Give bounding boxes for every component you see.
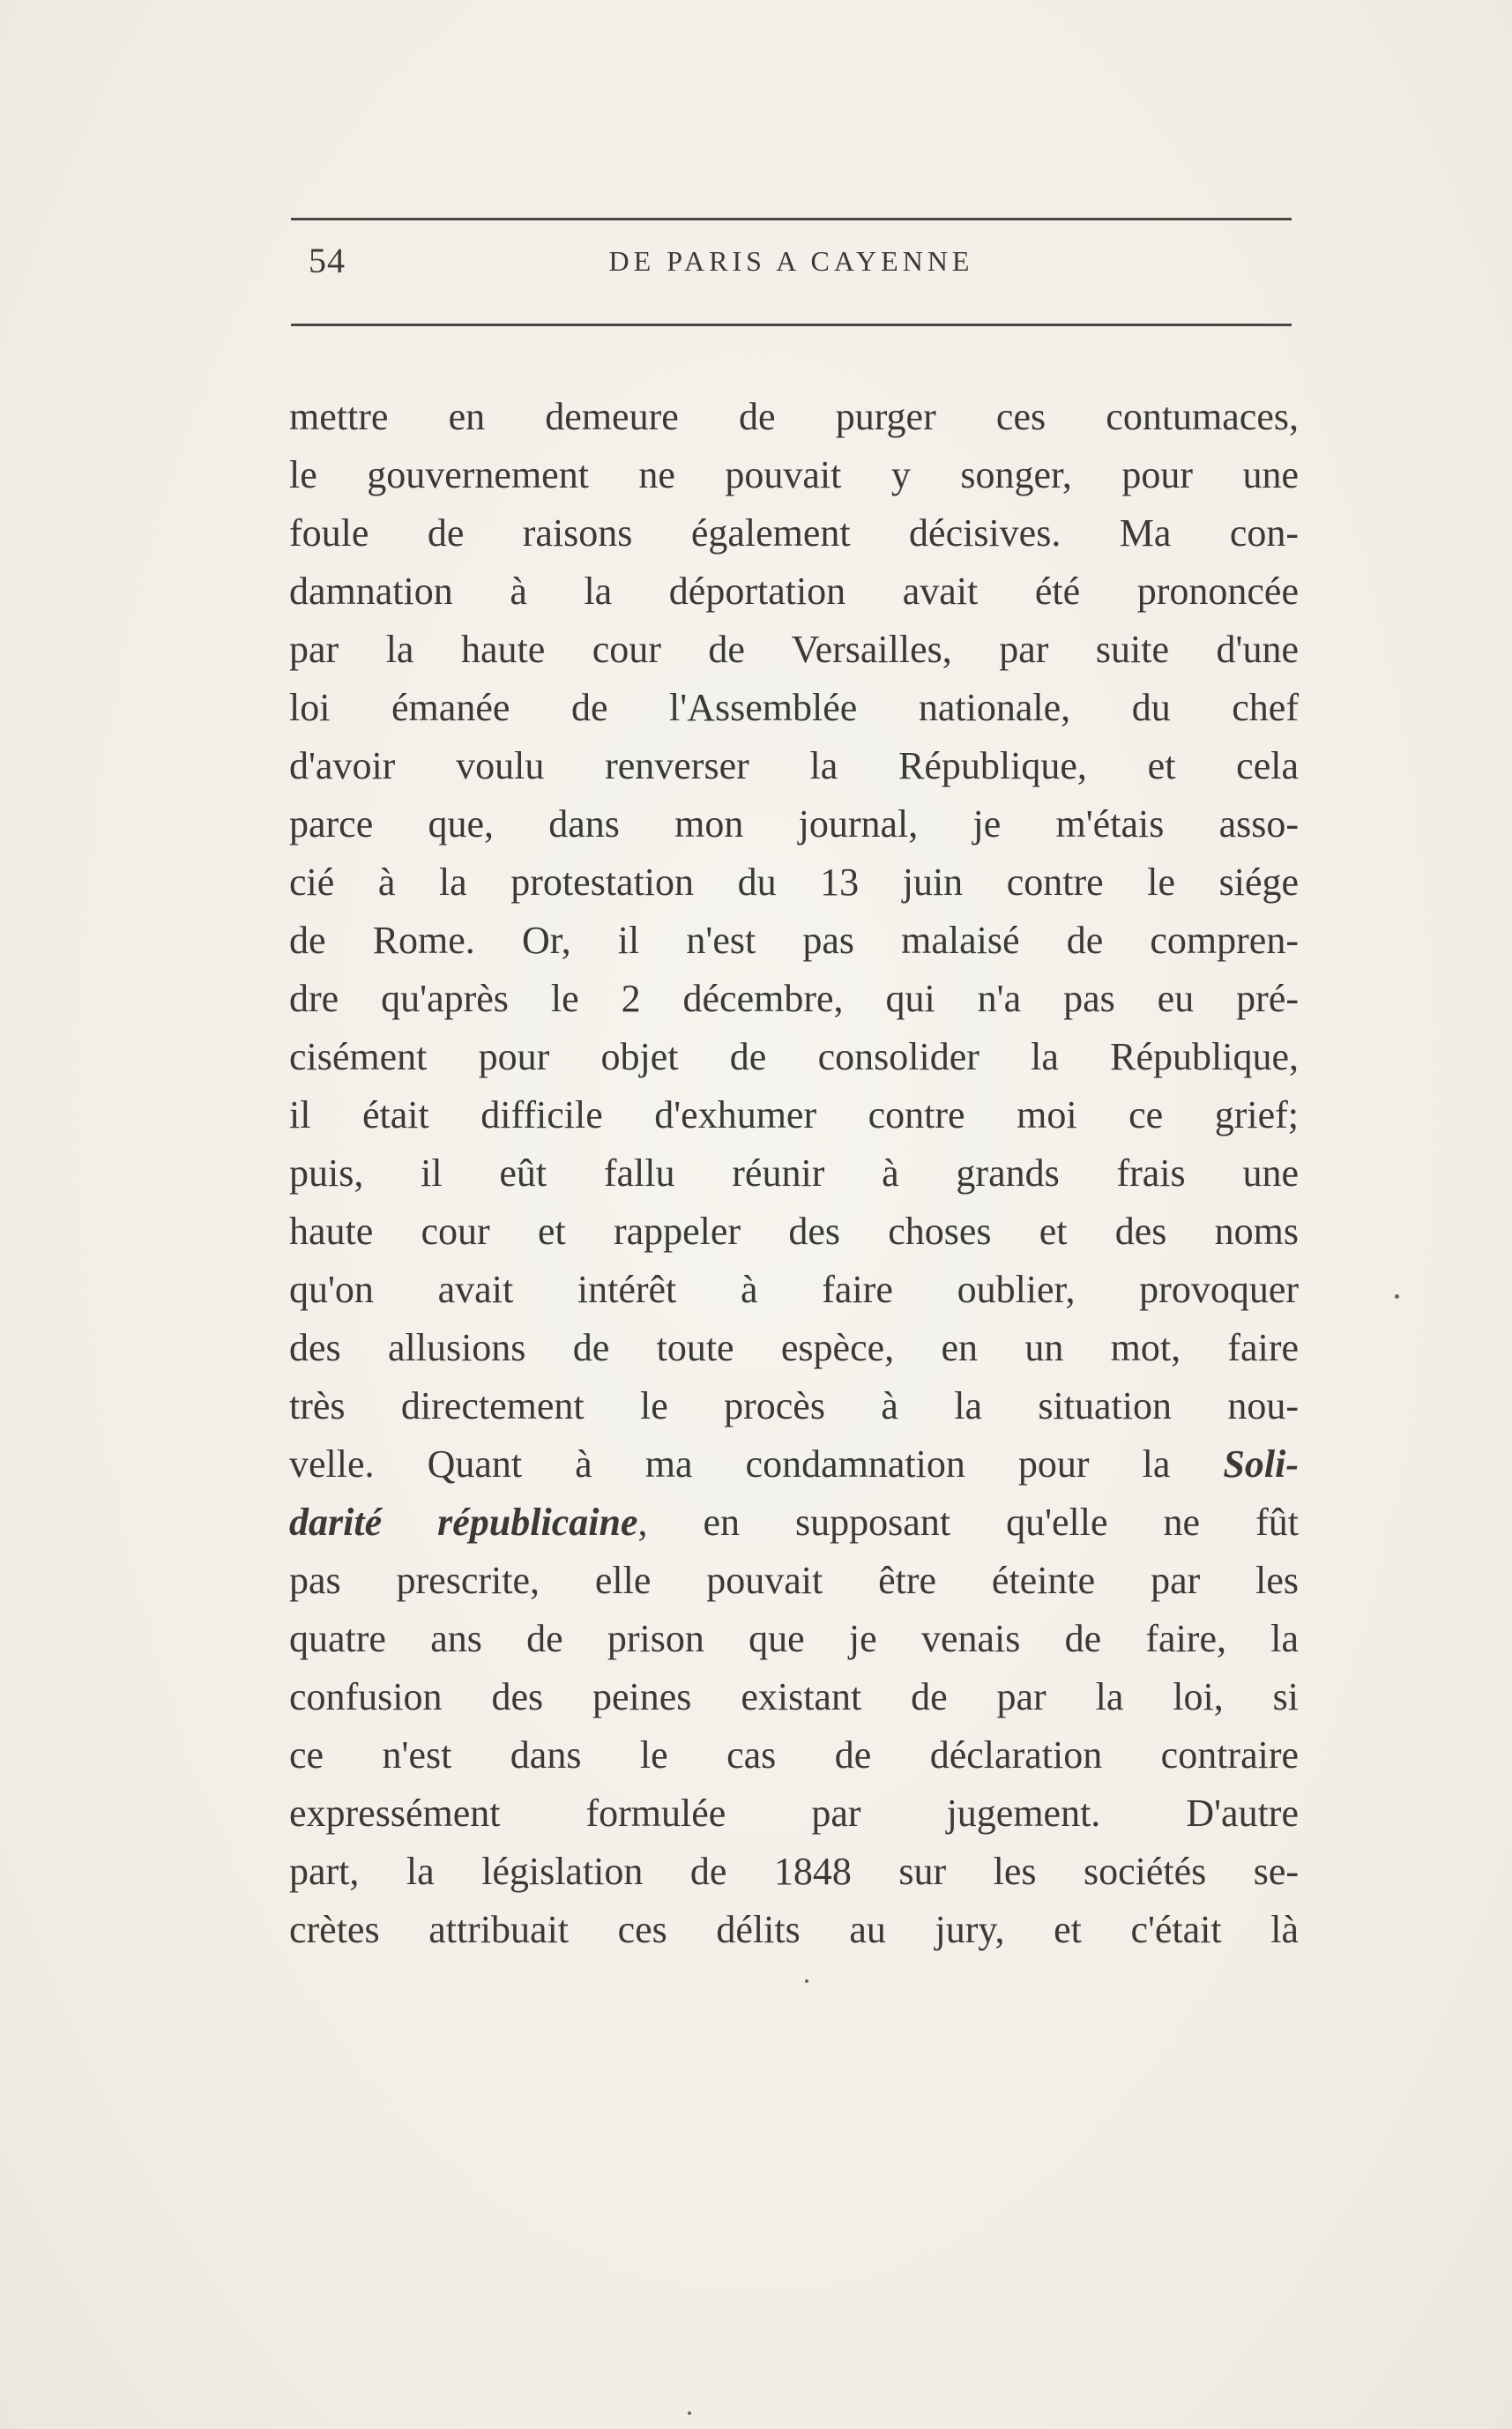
text-segment: , en supposant qu'elle ne fût	[637, 1501, 1299, 1544]
paper-speck	[688, 2411, 691, 2415]
text-line: haute cour et rappeler des choses et des noms	[289, 1210, 1299, 1253]
text-line: il était difficile d'exhumer contre moi ce grief;	[289, 1093, 1299, 1136]
text-line: le gouvernement ne pouvait y songer, pour une	[289, 453, 1299, 496]
running-title: DE PARIS A CAYENNE	[608, 245, 974, 277]
text-line: cisément pour objet de consolider la République,	[289, 1035, 1299, 1078]
text-line: très directement le procès à la situation nou-	[289, 1384, 1299, 1427]
text-line: des allusions de toute espèce, en un mot, faire	[289, 1326, 1299, 1369]
text-line: dre qu'après le 2 décembre, qui n'a pas eu pré-	[289, 977, 1299, 1020]
paper-speck	[805, 1979, 808, 1983]
page-number: 54	[309, 241, 346, 280]
text-line: qu'on avait intérêt à faire oublier, provoquer	[289, 1268, 1299, 1311]
text-line: ce n'est dans le cas de déclaration contraire	[289, 1733, 1299, 1777]
text-line: parce que, dans mon journal, je m'étais asso-	[289, 802, 1299, 846]
paper-speck	[1395, 1294, 1399, 1299]
italic-title: Soli-	[1223, 1442, 1299, 1486]
text-segment: velle. Quant à ma condamnation pour la	[289, 1442, 1171, 1486]
text-line: foule de raisons également décisives. Ma con-	[289, 511, 1299, 555]
text-line: quatre ans de prison que je venais de faire, la	[289, 1617, 1299, 1660]
text-line: part, la législation de 1848 sur les sociétés se-	[289, 1850, 1299, 1893]
text-line: loi émanée de l'Assemblée nationale, du chef	[289, 686, 1299, 729]
italic-title: darité républicaine	[289, 1501, 638, 1544]
running-head	[291, 240, 1292, 302]
text-line: damnation à la déportation avait été prononcée	[289, 570, 1299, 613]
text-line: mettre en demeure de purger ces contumaces,	[289, 395, 1299, 438]
text-line-with-italic	[289, 1494, 1299, 1552]
text-line: puis, il eût fallu réunir à grands frais une	[289, 1151, 1299, 1195]
text-line: confusion des peines existant de par la loi, si	[289, 1675, 1299, 1718]
text-line: expressément formulée par jugement. D'autre	[289, 1792, 1299, 1835]
text-line: par la haute cour de Versailles, par suite d'une	[289, 628, 1299, 671]
text-line: de Rome. Or, il n'est pas malaisé de compren-	[289, 919, 1299, 962]
header-rule-top	[291, 218, 1292, 220]
text-line-with-italic	[289, 1435, 1299, 1494]
text-line: crètes attribuait ces délits au jury, et c'était là	[289, 1908, 1299, 1951]
text-line: pas prescrite, elle pouvait être éteinte par les	[289, 1559, 1299, 1602]
header-rule-bottom	[291, 324, 1292, 326]
text-line: d'avoir voulu renverser la République, et cela	[289, 744, 1299, 787]
body-text	[289, 388, 1299, 1959]
text-line: cié à la protestation du 13 juin contre le siége	[289, 861, 1299, 904]
